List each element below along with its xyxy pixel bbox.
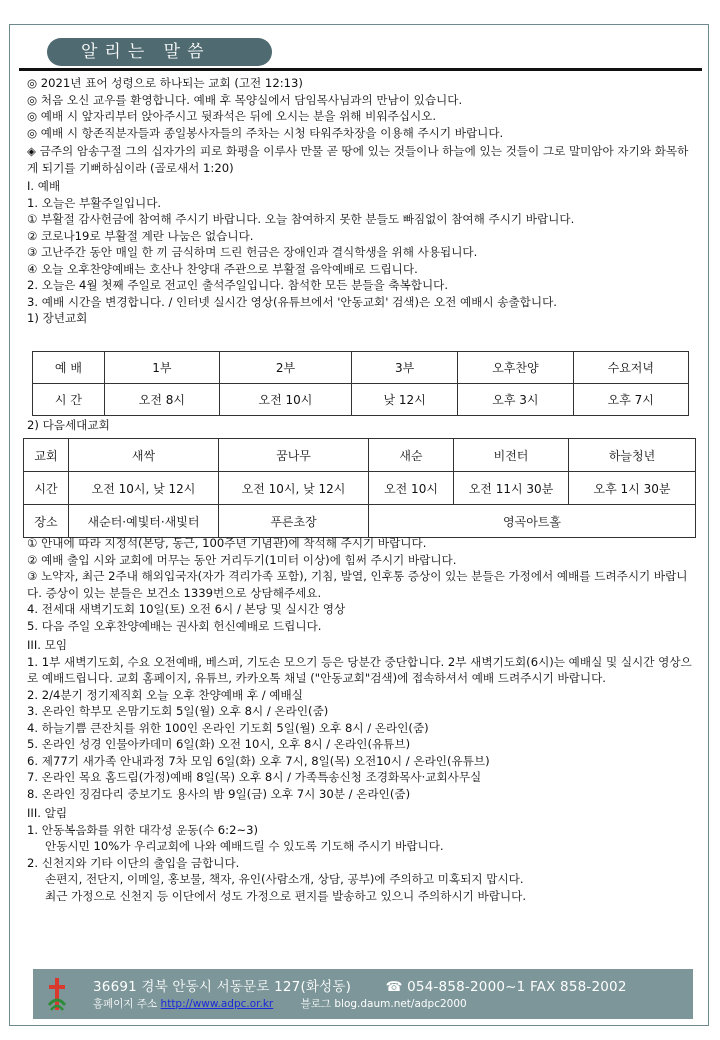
footer [33, 969, 693, 1019]
meeting-line: 6. 제77기 새가족 안내과정 7차 모임 6일(화) 오후 7시, 8일(목) 오전10시 / 온라인(유튜브) [27, 753, 490, 768]
notice-line: 안동시민 10%가 우리교회에 나와 예배드릴 수 있도록 기도해 주시기 바랍니다. [45, 839, 444, 853]
table-cell: 오전 11시 30분 [454, 472, 569, 505]
adult-service-table [32, 351, 689, 416]
meeting-line: 3. 온라인 학부모 온맘기도회 5일(월) 오후 8시 / 온라인(줌) [27, 704, 329, 718]
worship-after-line: ② 예배 출입 시와 교회에 머무는 동안 거리두기(1미터 이상)에 힘써 주시기 바랍니다. [27, 552, 457, 567]
worship-after-line: ① 안내에 따라 지정석(본당, 동근, 100주년 기념관)에 착석해 주시기 바랍니다. [27, 536, 427, 550]
table-cell: 오전 8시 [104, 384, 219, 416]
worship-line: 2. 오늘은 4월 첫째 주일로 전교인 출석주일입니다. 참석한 모든 분들을 축복합니다. [27, 278, 449, 292]
section-heading-meetings: III. 모임 [27, 638, 68, 652]
worship-after-line: ③ 노약자, 최근 2주내 해외입국자(자가 격리가족 포함), 기침, 발열, 인후통 증상이 있는 분들은 가정에서 예배를 드려주시기 바랍니다. 증상이 있는 분들은 보건소 1339번으로 상담해주세요. [27, 569, 688, 600]
footer-contact [93, 975, 627, 995]
table-cell: 시 간 [33, 384, 105, 416]
table-cell: 하늘청년 [569, 439, 696, 472]
meeting-line: 4. 하늘기쁨 큰잔치를 위한 100인 온라인 기도회 5일(월) 오후 8시 / 온라인(줌) [27, 720, 429, 735]
intro-line: ◎ 처음 오신 교우를 환영합니다. 예배 후 목양실에서 담임목사님과의 만남이 있습니다. [27, 92, 463, 107]
table-cell: 새순터·예빛터·새빛터 [69, 505, 219, 538]
intro-line: ◎ 2021년 표어 성령으로 하나되는 교회 (고전 12:13) [27, 76, 303, 90]
worship-line: 3. 예배 시간을 변경합니다. / 인터넷 실시간 영상(유튜브에서 '안동교회' 검색)은 오전 예배시 송출합니다. [27, 294, 557, 309]
table-cell: 새싹 [69, 439, 219, 472]
meeting-line: 8. 온라인 징검다리 중보기도 용사의 밤 9일(금) 오후 7시 30분 / 온라인(줌) [27, 786, 411, 801]
table-cell: 오전 10시 [369, 472, 454, 505]
bulletin-content [27, 75, 695, 327]
table-row [33, 384, 689, 416]
section-heading-worship: I. 예배 [27, 179, 61, 193]
table-cell: 예 배 [33, 352, 105, 384]
table-cell: 장소 [24, 505, 69, 538]
table-cell: 영곡아트홀 [369, 505, 696, 538]
bulletin-content-lower [27, 535, 695, 904]
intro-line: ◎ 예배 시 항존직분자들과 종일봉사자들의 주차는 시청 타워주차장을 이용해 주시기 바랍니다. [27, 125, 504, 140]
table-row [24, 472, 696, 505]
table-cell: 오전 10시, 낮 12시 [69, 472, 219, 505]
meeting-line: 2. 2/4분기 정기제직회 오늘 오후 찬양예배 후 / 예배실 [27, 687, 303, 702]
table-row [33, 352, 689, 384]
table-cell: 오전 10시 [219, 384, 351, 416]
table-cell: 3부 [352, 352, 458, 384]
table-cell: 비전터 [454, 439, 569, 472]
meeting-line: 1. 1부 새벽기도회, 수요 오전예배, 베스퍼, 기도손 모으기 등은 당분간 중단합니다. 2부 새벽기도회(6시)는 예배실 및 실시간 영상으로 예배드립니다. 교회 홈페이지, 유튜브, 카카오톡 채널 ("안동교회"검색)에 접속하셔서 예배 드려주시기 바랍니다. [27, 654, 692, 685]
table-cell: 오후 1시 30분 [569, 472, 696, 505]
worship-line: ① 부활절 감사헌금에 참여해 주시기 바랍니다. 오늘 참여하지 못한 분들도 빠짐없이 참여해 주시기 바랍니다. [27, 212, 575, 226]
church-cross-icon [47, 977, 67, 1011]
homepage-label: 홈페이지 주소 [93, 998, 158, 1010]
notice-line: 2. 신천지와 기타 이단의 출입을 금합니다. [27, 855, 240, 870]
table-cell: 오후 7시 [573, 384, 688, 416]
table-row [24, 439, 696, 472]
table2-label: 2) 다음세대교회 [27, 418, 110, 432]
table1-label: 1) 장년교회 [27, 311, 88, 325]
homepage-link[interactable]: http://www.adpc.or.kr [160, 998, 274, 1010]
next-generation-table [23, 438, 696, 538]
notice-line: 1. 안동복음화를 위한 대각성 운동(수 6:2~3) [27, 822, 259, 837]
memory-verse: ◈ 금주의 암송구절 그의 십자가의 피로 화평을 이루사 만물 곧 땅에 있는 것들이나 하늘에 있는 것들이 그로 말미암아 자기와 화목하게 되기를 기뻐하심이라 (골로새서 1:20) [27, 144, 689, 175]
worship-after-line: 5. 다음 주일 오후찬양예배는 권사회 헌신예배로 드립니다. [27, 618, 322, 633]
section-heading-notices: III. 알림 [27, 806, 68, 820]
meeting-line: 7. 온라인 목요 홈드림(가정)예배 8일(목) 오후 8시 / 가족특송신청 조경화목사·교회사무실 [27, 770, 482, 784]
meeting-line: 5. 온라인 성경 인물아카데미 6일(화) 오전 10시, 오후 8시 / 온라인(유튜브) [27, 737, 411, 751]
table-cell: 오후 3시 [458, 384, 573, 416]
title-rule [19, 68, 702, 71]
table-cell: 시간 [24, 472, 69, 505]
table-row [24, 505, 696, 538]
worship-line: ④ 오늘 오후찬양예배는 호산나 찬양대 주관으로 부활절 음악예배로 드립니다. [27, 261, 418, 276]
table-cell: 2부 [219, 352, 351, 384]
notice-line: 손편지, 전단지, 이메일, 홍보물, 책자, 유인(사람소개, 상담, 공부)에 주의하고 미혹되지 맙시다. [45, 872, 524, 886]
footer-web [93, 996, 467, 1011]
footer-phone: ☎ 054-858-2000~1 FAX 858-2002 [385, 979, 627, 995]
table-cell: 낮 12시 [352, 384, 458, 416]
footer-address: 36691 경북 안동시 서동문로 127(화성동) [93, 979, 352, 995]
table-cell: 새순 [369, 439, 454, 472]
table-cell: 1부 [104, 352, 219, 384]
table-cell: 오후찬양 [458, 352, 573, 384]
worship-after-line: 4. 전세대 새벽기도회 10일(토) 오전 6시 / 본당 및 실시간 영상 [27, 602, 346, 616]
table-cell: 푸른초장 [219, 505, 369, 538]
page-title: 알리는 말씀 [47, 38, 272, 66]
table-cell: 오전 10시, 낮 12시 [219, 472, 369, 505]
table-cell: 교회 [24, 439, 69, 472]
worship-line: ③ 고난주간 동안 매일 한 끼 금식하며 드린 헌금은 장애인과 결식학생을 위해 사용됩니다. [27, 245, 478, 259]
table2-label-wrap [27, 417, 695, 434]
intro-line: ◎ 예배 시 앞자리부터 앉아주시고 뒷좌석은 뒤에 오시는 분을 위해 비워주십시오. [27, 109, 437, 123]
notice-line: 최근 가정으로 신천지 등 이단에서 성도 가정으로 편지를 발송하고 있으니 주의하시기 바랍니다. [45, 888, 527, 903]
worship-line: 1. 오늘은 부활주일입니다. [27, 195, 162, 210]
blog-address: 블로그 blog.daum.net/adpc2000 [300, 998, 467, 1010]
table-cell: 꿈나무 [219, 439, 369, 472]
table-cell: 수요저녁 [573, 352, 688, 384]
worship-line: ② 코로나19로 부활절 계란 나눔은 없습니다. [27, 228, 254, 243]
